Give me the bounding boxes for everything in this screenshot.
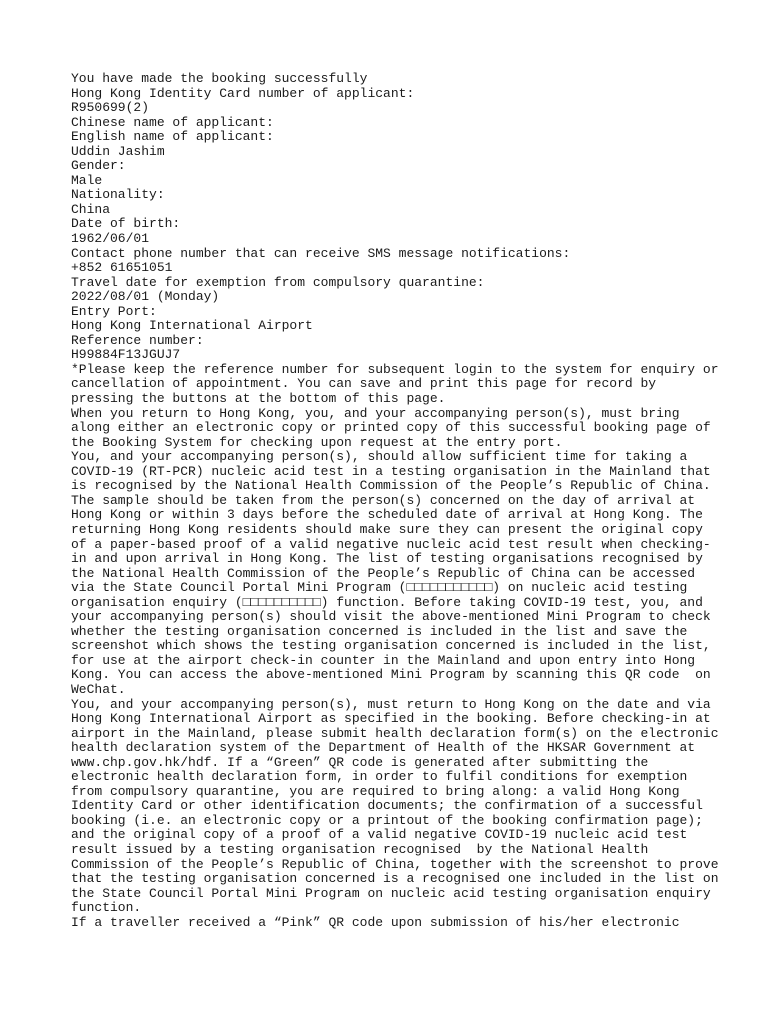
text-line: The sample should be taken from the person(s) concerned on the day of arrival at [71,492,696,508]
text-line: Commission of the People’s Republic of China, together with the screenshot to prove [71,856,719,872]
text-line: China [71,201,111,217]
text-line: When you return to Hong Kong, you, and your accompanying person(s), must bring [71,405,680,421]
text-line: screenshot which shows the testing organisation concerned is included in the list, [71,638,711,654]
text-line: airport in the Mainland, please submit health declaration form(s) on the electronic [71,725,719,741]
text-line: Reference number: [71,332,204,348]
text-line: electronic health declaration form, in order to fulfil conditions for exemption [71,769,688,785]
text-line: function. [71,900,142,916]
text-line: You, and your accompanying person(s), must return to Hong Kong on the date and via [71,696,711,712]
text-line: organisation enquiry (□□□□□□□□□□) function. Before taking COVID-19 test, you, and [71,594,703,610]
text-line: returning Hong Kong residents should make sure they can present the original copy [71,521,703,537]
text-line: Gender: [71,158,126,174]
text-line: the State Council Portal Mini Program on nucleic acid testing organisation enquiry [71,885,711,901]
text-line: Chinese name of applicant: [71,114,274,130]
text-line: www.chp.gov.hk/hdf. If a “Green” QR code is generated after submitting the [71,754,649,770]
text-line: WeChat. [71,681,126,697]
text-line: the National Health Commission of the People’s Republic of China can be accessed [71,565,696,581]
text-line: of a paper-based proof of a valid negative nucleic acid test result when checking- [71,536,711,552]
booking-confirmation-document [71,72,751,930]
text-line: R950699(2) [71,100,150,116]
text-line: Hong Kong or within 3 days before the scheduled date of arrival at Hong Kong. The [71,507,703,523]
text-line: If a traveller received a “Pink” QR code upon submission of his/her electronic [71,914,680,930]
text-line: Identity Card or other identification documents; the confirmation of a successful [71,798,703,814]
text-line: cancellation of appointment. You can save and print this page for record by [71,376,657,392]
text-line: H99884F13JGUJ7 [71,347,181,363]
text-line: You have made the booking successfully [71,71,368,86]
text-line: the Booking System for checking upon request at the entry port. [71,434,563,450]
text-line: Hong Kong International Airport [71,318,313,334]
text-line: is recognised by the National Health Commission of the People’s Republic of China. [71,478,711,494]
text-line: 1962/06/01 [71,231,150,247]
text-line: English name of applicant: [71,129,274,145]
text-line: in and upon arrival in Hong Kong. The list of testing organisations recognised by [71,551,703,567]
text-line: whether the testing organisation concerned is included in the list and save the [71,623,688,639]
text-line: Uddin Jashim [71,143,165,159]
text-line: *Please keep the reference number for subsequent login to the system for enquiry or [71,361,719,377]
text-line: via the State Council Portal Mini Program (□□□□□□□□□□□) on nucleic acid testing [71,580,688,596]
text-line: Date of birth: [71,216,181,232]
text-line: from compulsory quarantine, you are required to bring along: a valid Hong Kong [71,783,680,799]
text-line: your accompanying person(s) should visit the above-mentioned Mini Program to check [71,609,711,625]
text-line: Contact phone number that can receive SMS message notifications: [71,245,571,261]
text-line: Male [71,172,103,188]
text-line: that the testing organisation concerned is a recognised one included in the list on [71,871,719,887]
text-line: 2022/08/01 (Monday) [71,289,220,305]
text-line: booking (i.e. an electronic copy or a printout of the booking confirmation page); [71,812,703,828]
text-line: Kong. You can access the above-mentioned Mini Program by scanning this QR code on [71,667,711,683]
text-line: result issued by a testing organisation recognised by the National Health [71,841,649,857]
text-line: pressing the buttons at the bottom of this page. [71,391,446,407]
text-line: Entry Port: [71,303,157,319]
text-line: Hong Kong Identity Card number of applicant: [71,85,415,101]
text-line: and the original copy of a proof of a valid negative COVID-19 nucleic acid test [71,827,688,843]
text-line: COVID-19 (RT-PCR) nucleic acid test in a testing organisation in the Mainland that [71,463,711,479]
text-line: You, and your accompanying person(s), should allow sufficient time for taking a [71,449,688,465]
text-line: Nationality: [71,187,165,203]
text-line: for use at the airport check-in counter in the Mainland and upon entry into Hong [71,652,696,668]
text-line: along either an electronic copy or printed copy of this successful booking page of [71,420,711,436]
text-line: +852 61651051 [71,260,173,276]
text-line: Hong Kong International Airport as specified in the booking. Before checking-in at [71,711,711,727]
text-line: health declaration system of the Department of Health of the HKSAR Government at [71,740,696,756]
text-line: Travel date for exemption from compulsory quarantine: [71,274,485,290]
